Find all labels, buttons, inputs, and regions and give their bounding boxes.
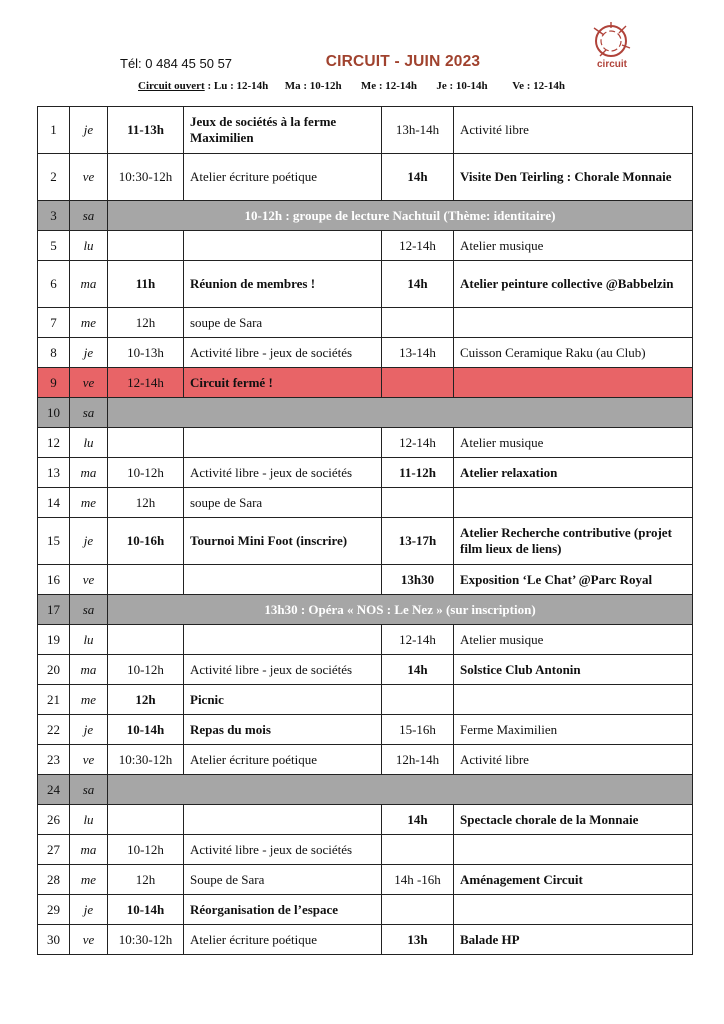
- day-number-cell: 28: [38, 865, 70, 895]
- activity-cell: Atelier musique: [454, 428, 693, 458]
- activity-cell: [184, 231, 382, 261]
- weekday-cell: ve: [70, 154, 108, 201]
- weekday-cell: ve: [70, 565, 108, 595]
- table-row: [38, 488, 693, 518]
- activity-cell: Aménagement Circuit: [454, 865, 693, 895]
- time-cell: [382, 895, 454, 925]
- activity-cell: [184, 625, 382, 655]
- day-number-cell: 1: [38, 107, 70, 154]
- table-row: [38, 715, 693, 745]
- activity-cell: Atelier relaxation: [454, 458, 693, 488]
- activity-cell: Atelier écriture poétique: [184, 154, 382, 201]
- weekday-cell: ma: [70, 458, 108, 488]
- activity-cell: Activité libre: [454, 745, 693, 775]
- time-cell: 12h-14h: [382, 745, 454, 775]
- table-row: [38, 805, 693, 835]
- activity-cell: Circuit fermé !: [184, 368, 382, 398]
- table-row: [38, 745, 693, 775]
- activity-cell: [454, 835, 693, 865]
- table-row: [38, 398, 693, 428]
- table-row: [38, 154, 693, 201]
- table-row: [38, 308, 693, 338]
- time-cell: 13h: [382, 925, 454, 955]
- time-cell: [382, 488, 454, 518]
- time-cell: 13h-14h: [382, 107, 454, 154]
- time-cell: 10-12h: [108, 458, 184, 488]
- table-row: [38, 107, 693, 154]
- weekday-cell: me: [70, 685, 108, 715]
- event-banner-cell: [108, 775, 693, 805]
- weekday-cell: je: [70, 338, 108, 368]
- table-row: [38, 895, 693, 925]
- day-number-cell: 12: [38, 428, 70, 458]
- activity-cell: Tournoi Mini Foot (inscrire): [184, 518, 382, 565]
- schedule-table: [37, 106, 693, 955]
- activity-cell: [454, 685, 693, 715]
- time-cell: 10-14h: [108, 715, 184, 745]
- time-cell: 10-12h: [108, 835, 184, 865]
- day-number-cell: 21: [38, 685, 70, 715]
- phone-number: Tél: 0 484 45 50 57: [120, 56, 233, 71]
- weekday-cell: sa: [70, 595, 108, 625]
- time-cell: 11h: [108, 261, 184, 308]
- weekday-cell: me: [70, 865, 108, 895]
- weekday-cell: me: [70, 308, 108, 338]
- logo-text: circuit: [596, 59, 627, 70]
- day-number-cell: 24: [38, 775, 70, 805]
- activity-cell: Solstice Club Antonin: [454, 655, 693, 685]
- time-cell: [108, 805, 184, 835]
- activity-cell: [184, 565, 382, 595]
- activity-cell: Atelier musique: [454, 231, 693, 261]
- weekday-cell: lu: [70, 231, 108, 261]
- time-cell: 14h -16h: [382, 865, 454, 895]
- open-label: Circuit ouvert: [138, 80, 205, 92]
- day-number-cell: 2: [38, 154, 70, 201]
- time-cell: [382, 308, 454, 338]
- weekday-cell: sa: [70, 201, 108, 231]
- time-cell: [382, 368, 454, 398]
- table-row: [38, 201, 693, 231]
- day-number-cell: 5: [38, 231, 70, 261]
- weekday-cell: lu: [70, 428, 108, 458]
- time-cell: 13-17h: [382, 518, 454, 565]
- activity-cell: Ferme Maximilien: [454, 715, 693, 745]
- time-cell: [108, 231, 184, 261]
- table-row: [38, 458, 693, 488]
- activity-cell: [454, 895, 693, 925]
- time-cell: 11-12h: [382, 458, 454, 488]
- day-number-cell: 27: [38, 835, 70, 865]
- activity-cell: soupe de Sara: [184, 488, 382, 518]
- weekday-cell: ve: [70, 925, 108, 955]
- activity-cell: Atelier peinture collective @Babbelzin: [454, 261, 693, 308]
- day-number-cell: 15: [38, 518, 70, 565]
- activity-cell: Visite Den Teirling : Chorale Monnaie: [454, 154, 693, 201]
- activity-cell: Activité libre - jeux de sociétés: [184, 835, 382, 865]
- time-cell: [108, 625, 184, 655]
- event-banner-cell: 13h30 : Opéra « NOS : Le Nez » (sur inscription): [108, 595, 693, 625]
- time-cell: 13-14h: [382, 338, 454, 368]
- activity-cell: Atelier musique: [454, 625, 693, 655]
- activity-cell: [454, 368, 693, 398]
- table-row: [38, 518, 693, 565]
- day-number-cell: 20: [38, 655, 70, 685]
- activity-cell: Soupe de Sara: [184, 865, 382, 895]
- hours-thu: Je : 10-14h: [436, 80, 488, 92]
- activity-cell: Atelier écriture poétique: [184, 925, 382, 955]
- hours-tue: Ma : 10-12h: [284, 80, 342, 92]
- time-cell: 10-14h: [108, 895, 184, 925]
- table-row: [38, 368, 693, 398]
- day-number-cell: 10: [38, 398, 70, 428]
- table-row: [38, 231, 693, 261]
- time-cell: 10:30-12h: [108, 745, 184, 775]
- activity-cell: Activité libre - jeux de sociétés: [184, 338, 382, 368]
- time-cell: 12h: [108, 308, 184, 338]
- hours-mon: : Lu : 12-14h: [207, 80, 269, 92]
- weekday-cell: sa: [70, 398, 108, 428]
- weekday-cell: je: [70, 107, 108, 154]
- opening-hours: [138, 80, 565, 92]
- activity-cell: Spectacle chorale de la Monnaie: [454, 805, 693, 835]
- time-cell: 10-16h: [108, 518, 184, 565]
- weekday-cell: ve: [70, 368, 108, 398]
- day-number-cell: 3: [38, 201, 70, 231]
- weekday-cell: me: [70, 488, 108, 518]
- time-cell: 12-14h: [382, 625, 454, 655]
- table-row: [38, 595, 693, 625]
- activity-cell: Réunion de membres !: [184, 261, 382, 308]
- activity-cell: [454, 488, 693, 518]
- day-number-cell: 8: [38, 338, 70, 368]
- day-number-cell: 22: [38, 715, 70, 745]
- activity-cell: Picnic: [184, 685, 382, 715]
- weekday-cell: lu: [70, 625, 108, 655]
- hours-fri: Ve : 12-14h: [512, 80, 565, 92]
- time-cell: 15-16h: [382, 715, 454, 745]
- table-row: [38, 625, 693, 655]
- day-number-cell: 13: [38, 458, 70, 488]
- weekday-cell: ve: [70, 745, 108, 775]
- activity-cell: Activité libre: [454, 107, 693, 154]
- time-cell: [108, 428, 184, 458]
- day-number-cell: 9: [38, 368, 70, 398]
- table-row: [38, 428, 693, 458]
- day-number-cell: 26: [38, 805, 70, 835]
- day-number-cell: 29: [38, 895, 70, 925]
- day-number-cell: 14: [38, 488, 70, 518]
- weekday-cell: lu: [70, 805, 108, 835]
- time-cell: 11-13h: [108, 107, 184, 154]
- activity-cell: Réorganisation de l’espace: [184, 895, 382, 925]
- activity-cell: Repas du mois: [184, 715, 382, 745]
- time-cell: 14h: [382, 261, 454, 308]
- time-cell: 10:30-12h: [108, 925, 184, 955]
- time-cell: 12h: [108, 865, 184, 895]
- activity-cell: Jeux de sociétés à la ferme Maximilien: [184, 107, 382, 154]
- day-number-cell: 6: [38, 261, 70, 308]
- weekday-cell: sa: [70, 775, 108, 805]
- table-row: [38, 925, 693, 955]
- table-row: [38, 261, 693, 308]
- time-cell: 10:30-12h: [108, 154, 184, 201]
- time-cell: 12h: [108, 488, 184, 518]
- time-cell: 14h: [382, 805, 454, 835]
- time-cell: [382, 685, 454, 715]
- activity-cell: Activité libre - jeux de sociétés: [184, 655, 382, 685]
- time-cell: 12-14h: [108, 368, 184, 398]
- weekday-cell: ma: [70, 261, 108, 308]
- table-row: [38, 685, 693, 715]
- page-title: CIRCUIT - JUIN 2023: [325, 53, 481, 70]
- time-cell: 12-14h: [382, 428, 454, 458]
- time-cell: 12h: [108, 685, 184, 715]
- time-cell: [108, 565, 184, 595]
- activity-cell: Exposition ‘Le Chat’ @Parc Royal: [454, 565, 693, 595]
- weekday-cell: ma: [70, 835, 108, 865]
- activity-cell: Cuisson Ceramique Raku (au Club): [454, 338, 693, 368]
- weekday-cell: je: [70, 518, 108, 565]
- table-row: [38, 565, 693, 595]
- time-cell: [382, 835, 454, 865]
- event-banner-cell: 10-12h : groupe de lecture Nachtuil (Thème: identitaire): [108, 201, 693, 231]
- event-banner-cell: [108, 398, 693, 428]
- weekday-cell: je: [70, 715, 108, 745]
- time-cell: 14h: [382, 655, 454, 685]
- day-number-cell: 17: [38, 595, 70, 625]
- table-row: [38, 338, 693, 368]
- table-row: [38, 865, 693, 895]
- time-cell: 10-13h: [108, 338, 184, 368]
- day-number-cell: 30: [38, 925, 70, 955]
- weekday-cell: ma: [70, 655, 108, 685]
- day-number-cell: 16: [38, 565, 70, 595]
- activity-cell: Atelier Recherche contributive (projet film lieux de liens): [454, 518, 693, 565]
- table-row: [38, 775, 693, 805]
- hours-wed: Me : 12-14h: [360, 80, 418, 92]
- activity-cell: Atelier écriture poétique: [184, 745, 382, 775]
- time-cell: 12-14h: [382, 231, 454, 261]
- activity-cell: soupe de Sara: [184, 308, 382, 338]
- day-number-cell: 7: [38, 308, 70, 338]
- activity-cell: [454, 308, 693, 338]
- activity-cell: Activité libre - jeux de sociétés: [184, 458, 382, 488]
- table-row: [38, 835, 693, 865]
- time-cell: 13h30: [382, 565, 454, 595]
- time-cell: 14h: [382, 154, 454, 201]
- activity-cell: Balade HP: [454, 925, 693, 955]
- activity-cell: [184, 805, 382, 835]
- day-number-cell: 19: [38, 625, 70, 655]
- time-cell: 10-12h: [108, 655, 184, 685]
- activity-cell: [184, 428, 382, 458]
- table-row: [38, 655, 693, 685]
- weekday-cell: je: [70, 895, 108, 925]
- day-number-cell: 23: [38, 745, 70, 775]
